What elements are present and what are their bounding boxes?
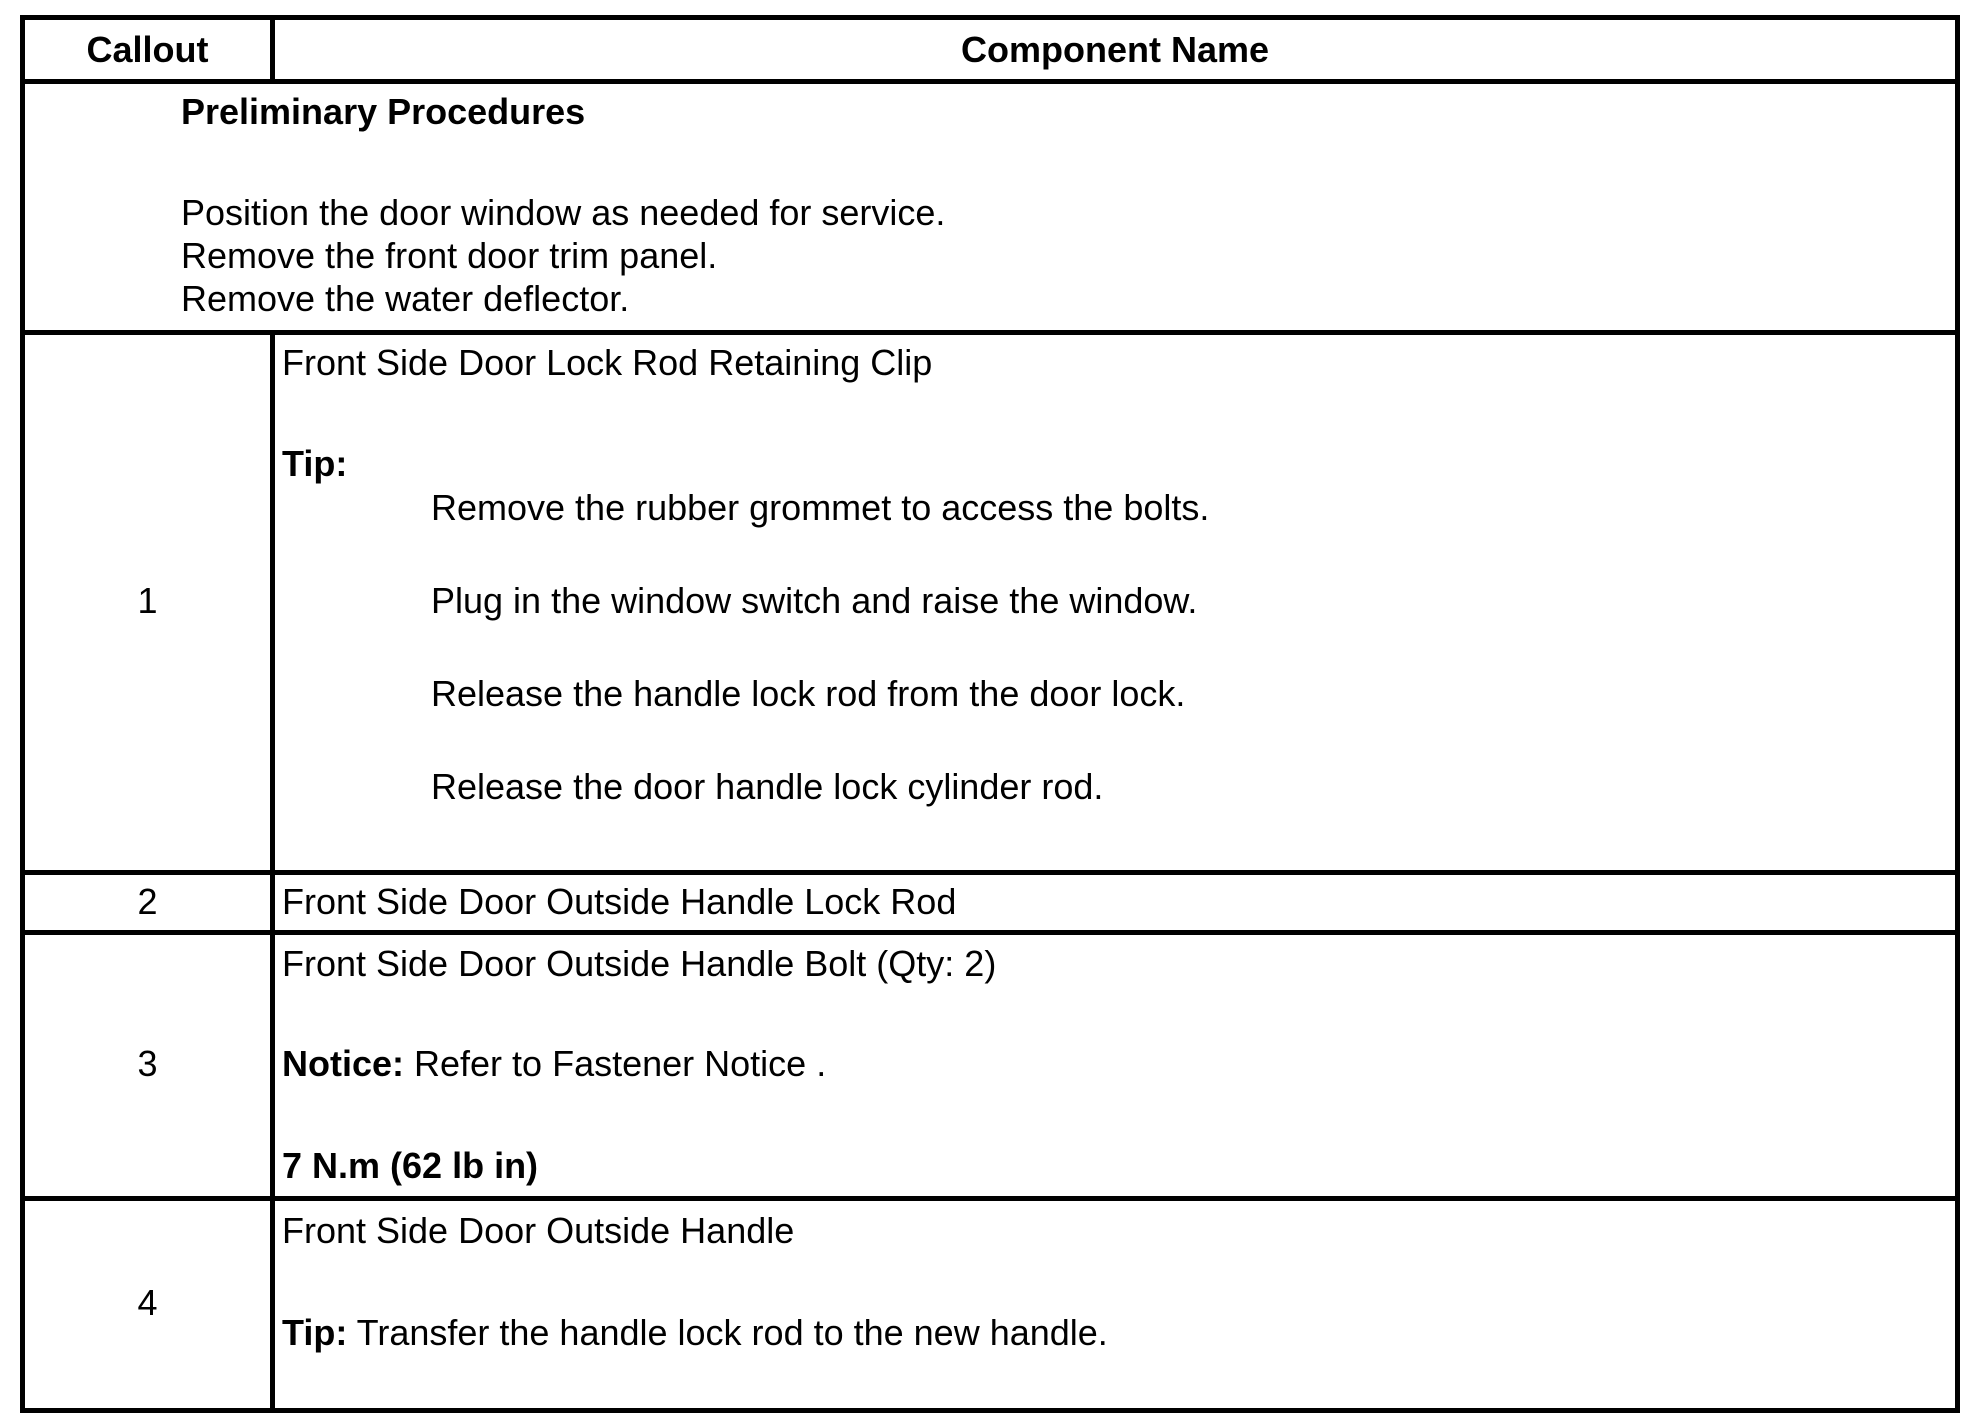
column-divider-body <box>270 335 275 1408</box>
procedure-table <box>20 15 1960 1413</box>
tip-text: Transfer the handle lock rod to the new handle. <box>347 1312 1108 1353</box>
row-4-tip <box>282 1313 1108 1353</box>
row-3-callout: 3 <box>137 1043 158 1084</box>
preliminary-title: Preliminary Procedures <box>181 91 586 132</box>
header-divider <box>25 79 1955 84</box>
row-3-notice <box>282 1044 826 1084</box>
row-1-divider <box>25 870 1955 875</box>
row-4-name: Front Side Door Outside Handle <box>282 1210 795 1251</box>
row-1-name: Front Side Door Lock Rod Retaining Clip <box>282 342 933 383</box>
preliminary-step: Remove the front door trim panel. <box>181 235 718 276</box>
row-2-name: Front Side Door Outside Handle Lock Rod <box>282 881 957 922</box>
row-1-tip: Plug in the window switch and raise the window. <box>431 580 1198 621</box>
notice-label: Notice: <box>282 1043 405 1084</box>
row-1-tip-label: Tip: <box>282 443 348 484</box>
row-3-torque: 7 N.m (62 lb in) <box>282 1145 539 1186</box>
row-1-tip: Release the door handle lock cylinder rod. <box>431 766 1104 807</box>
preliminary-step: Remove the water deflector. <box>181 278 630 319</box>
row-4-callout: 4 <box>137 1282 158 1323</box>
row-2-callout: 2 <box>137 881 158 922</box>
row-2-divider <box>25 930 1955 935</box>
row-1-tip: Remove the rubber grommet to access the bolts. <box>431 487 1210 528</box>
tip-label: Tip: <box>282 1312 348 1353</box>
row-3-name: Front Side Door Outside Handle Bolt (Qty: 2) <box>282 943 997 984</box>
row-1-tip: Release the handle lock rod from the door lock. <box>431 673 1186 714</box>
notice-text: Refer to Fastener Notice . <box>404 1043 827 1084</box>
row-3-divider <box>25 1196 1955 1201</box>
row-1-callout: 1 <box>137 580 158 621</box>
preliminary-divider <box>25 330 1955 335</box>
header-callout: Callout <box>86 29 209 70</box>
header-component-name: Component Name <box>960 29 1270 70</box>
preliminary-step: Position the door window as needed for service. <box>181 192 946 233</box>
